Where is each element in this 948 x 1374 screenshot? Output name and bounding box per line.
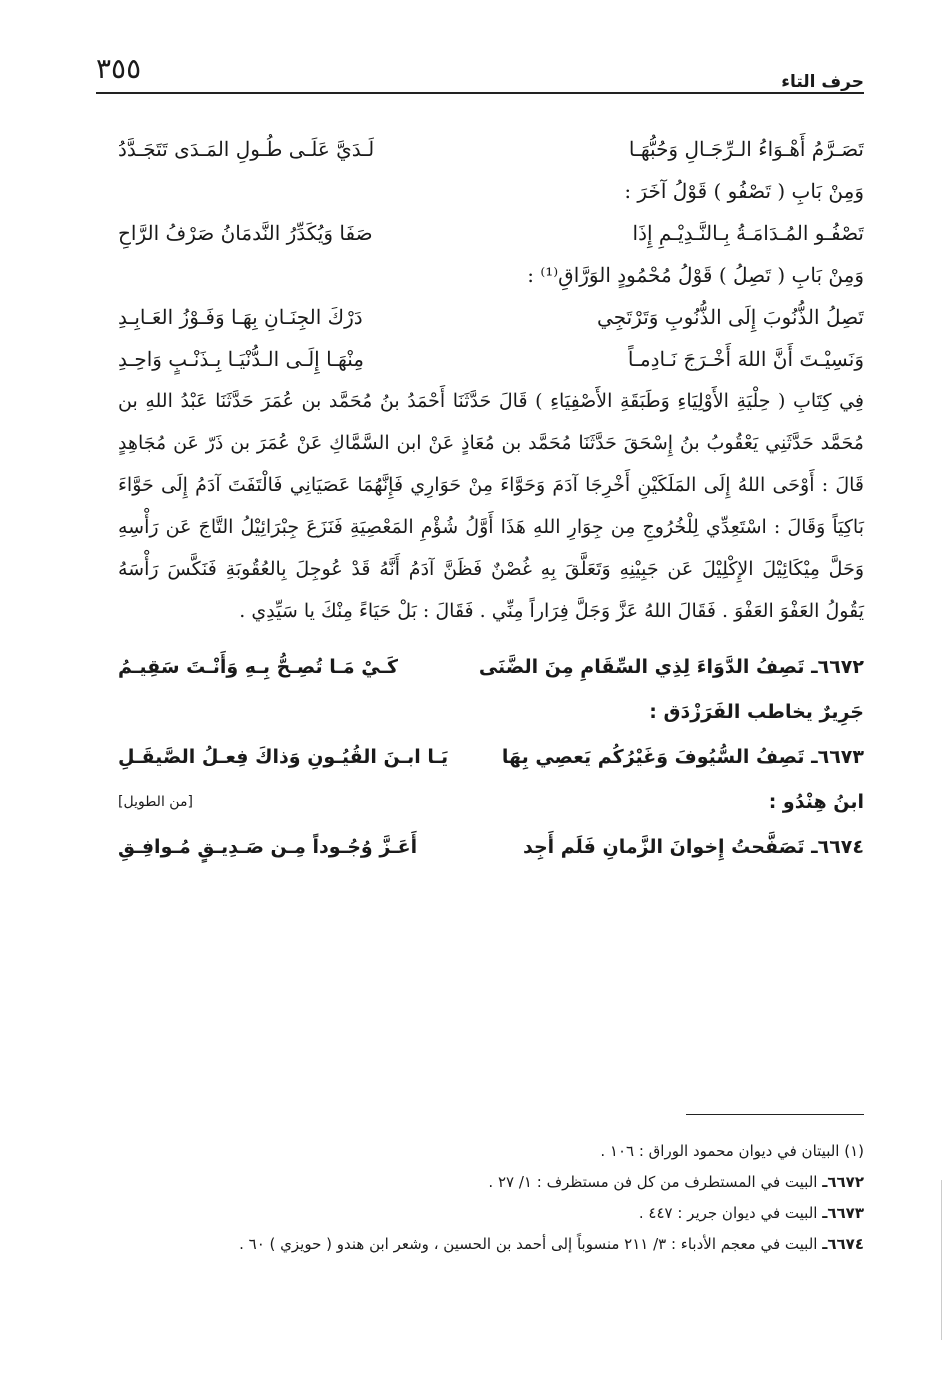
- verse-line: [118, 212, 864, 254]
- meter-label: [من الطويل]: [118, 794, 193, 810]
- poet-attribution: [118, 778, 864, 826]
- footnote-text: البيت في معجم الأدباء : ٣/ ٢١١ منسوباً إلى أحمد بن الحسين ، وشعر ابن هندو ( حويزي ) ٦٠ .: [239, 1235, 818, 1253]
- footnote-number: ٦٦٧٤ـ: [822, 1235, 864, 1253]
- footnote: [110, 1136, 864, 1167]
- footnote-text: (١) البيتان في ديوان محمود الوراق : ١٠٦ .: [600, 1142, 864, 1160]
- page-header: [96, 52, 864, 94]
- footnote-divider: [686, 1114, 864, 1115]
- verse-line: [118, 128, 864, 170]
- verse-hemistich-first: ٦٦٧٤ـ تَصَفَّحتُ إِخوانَ الزَّمانِ فَلَم أَجِد: [522, 836, 864, 858]
- verse-hemistich-second: لَـدَيَّ عَلَـى طُـولِ المَـدَى تَتَجَـدَّدُ: [118, 137, 375, 161]
- poet-attribution: [118, 688, 864, 736]
- verse-hemistich-first: تَصِلُ الذُّنُوبَ إِلَى الذُّنُوبِ وَتَرْتَجِي: [597, 305, 864, 329]
- verse-hemistich-first: تَصَـرَّمُ أَهْـوَاءُ الـرِّجَـالِ وَحُبُّهَـا: [628, 137, 864, 161]
- verse-hemistich-first: ٦٦٧٣ـ تَصِفُ السُّيُوفَ وَغَيْرُكُم يَعصِي بِهَا: [501, 746, 864, 768]
- footnote: [110, 1198, 864, 1229]
- page-edge-mark: [937, 1180, 942, 1340]
- footnote-text: البيت في المستطرف من كل فن مستظرف : ١/ ٢٧ .: [488, 1173, 818, 1191]
- section-intro: وَمِنْ بَابِ ( تَصِلُ ) قَوْلُ مُحْمُودٍ الوَرَّاقِ⁽¹⁾ :: [527, 263, 864, 287]
- verse-hemistich-second: دَرْكَ الجِنَـانِ بِهَـا وَفَـوْزُ العَـابِـدِ: [118, 305, 363, 329]
- prose-paragraph: فِي كِتَابِ ( حِلْيَةِ الأَوْلِيَاءِ وَطَبَقَةِ الأَصْفِيَاءِ ) قَالَ حَدَّثَنَا أَحْمَدُ بنُ مُحَمَّد بن عُمَرَ حَدَّثَنَا عَبْدُ اللهِ بن مُحَمَّد حَدَّثَنِي يَعْقُوبُ بنُ إِسْحَقَ حَدَّثَنَا مُحَمَّد بن مُعَاذٍ عَنْ ابن السَّمَّاكِ عَنْ عُمَرَ بن ذَرّ عَن مُجَاهِدٍ قَالَ : أَوْحَى اللهُ إِلَى المَلَكَيْنِ أَخْرِجَا آدَمَ وَحَوَّاءَ مِنْ حَوَارِي فَإِنَّهُمَا عَصَيَانِي فَالْتَفَتَ آدَمُ إِلَى حَوَّاءَ بَاكِيَاً وَقَالَ : اسْتَعِدِّي لِلْخُرُوجِ مِن جِوَارِ اللهِ هَذَا أَوَّلُ شُؤْمِ المَعْصِيَةِ فَنَزَعَ جِبْرَائِيْلُ التَّاجَ عَن رَأْسِهِ وَحَلَّ مِيْكَائِيْلَ الإِكْلِيْلَ عَن جَبِيْنِهِ وَتَعَلَّقَ بِهِ غُصْنٌ فَظَنَّ آدَمُ أَنَّهُ قَدْ عُوجِلَ بِالعُقُوبَةِ فَنَكَّسَ رَأْسَهُ يَقُولُ العَفْوَ العَفْوَ . فَقَالَ اللهُ عَزَّ وَجَلَّ فِرَاراً مِنِّي . فَقَالَ : بَلْ حَيَاءً مِنْكَ يا سَيِّدِي .: [118, 390, 864, 622]
- page-number: ٣٥٥: [96, 52, 142, 85]
- verse-line-numbered: [118, 736, 864, 778]
- verse-hemistich-first: تَصْفُـو المُـدَامَـةُ بِـالنَّـدِيْـمِ إِذَا: [632, 221, 864, 245]
- poet-name: جَرِيرٌ يخاطب الفَرَزْدَق :: [649, 701, 864, 723]
- verse-line: [118, 296, 864, 338]
- footnote: [110, 1229, 864, 1260]
- footnote-text: البيت في ديوان جرير : ٤٤٧ .: [638, 1204, 818, 1222]
- verse-line: [118, 338, 864, 380]
- verse-hemistich-second: صَفَا وَيُكَدِّرُ النَّدمَانُ صَرْفُ الرَّاحِ: [118, 221, 373, 245]
- poet-name: ابنُ هِنْدُو :: [768, 791, 864, 813]
- footnote-number: ٦٦٧٣ـ: [822, 1204, 864, 1222]
- section-intro: وَمِنْ بَابِ ( تَصْفُو ) قَوْلُ آخَرَ :: [624, 179, 864, 203]
- verse-hemistich-first: ٦٦٧٢ـ تَصِفُ الدَّوَاءَ لِذِي السِّقَامِ مِنَ الضَّنَى: [478, 656, 864, 678]
- footnote: [110, 1167, 864, 1198]
- page-body: [118, 128, 864, 868]
- footnote-number: ٦٦٧٢ـ: [822, 1173, 864, 1191]
- verse-hemistich-second: كَـيْ مَـا تُصِـحُّ بِـهِ وَأَنْـتَ سَقِيـمُ: [118, 656, 398, 678]
- verse-hemistich-second: يَـا ابـنَ القُيُـونِ وَذاكَ فِعـلُ الصَّيقَـلِ: [118, 746, 449, 768]
- verse-hemistich-second: أَعَـزَّ وُجُـوداً مِـن صَـدِيـقٍ مُـوافِـقِ: [118, 836, 418, 858]
- running-title: حرف التاء: [781, 72, 864, 92]
- verse-line-numbered: [118, 646, 864, 688]
- verse-hemistich-second: مِنْهَـا إِلَـى الـدُّنْيَـا بِـذَنْـبٍ وَاحِـدِ: [118, 347, 365, 371]
- verse-line-numbered: [118, 826, 864, 868]
- verse-hemistich-first: وَنَسِيْـتَ أَنَّ اللهَ أَخْـرَجَ نَـادِمـاً: [627, 347, 864, 371]
- footnotes: [110, 1136, 864, 1260]
